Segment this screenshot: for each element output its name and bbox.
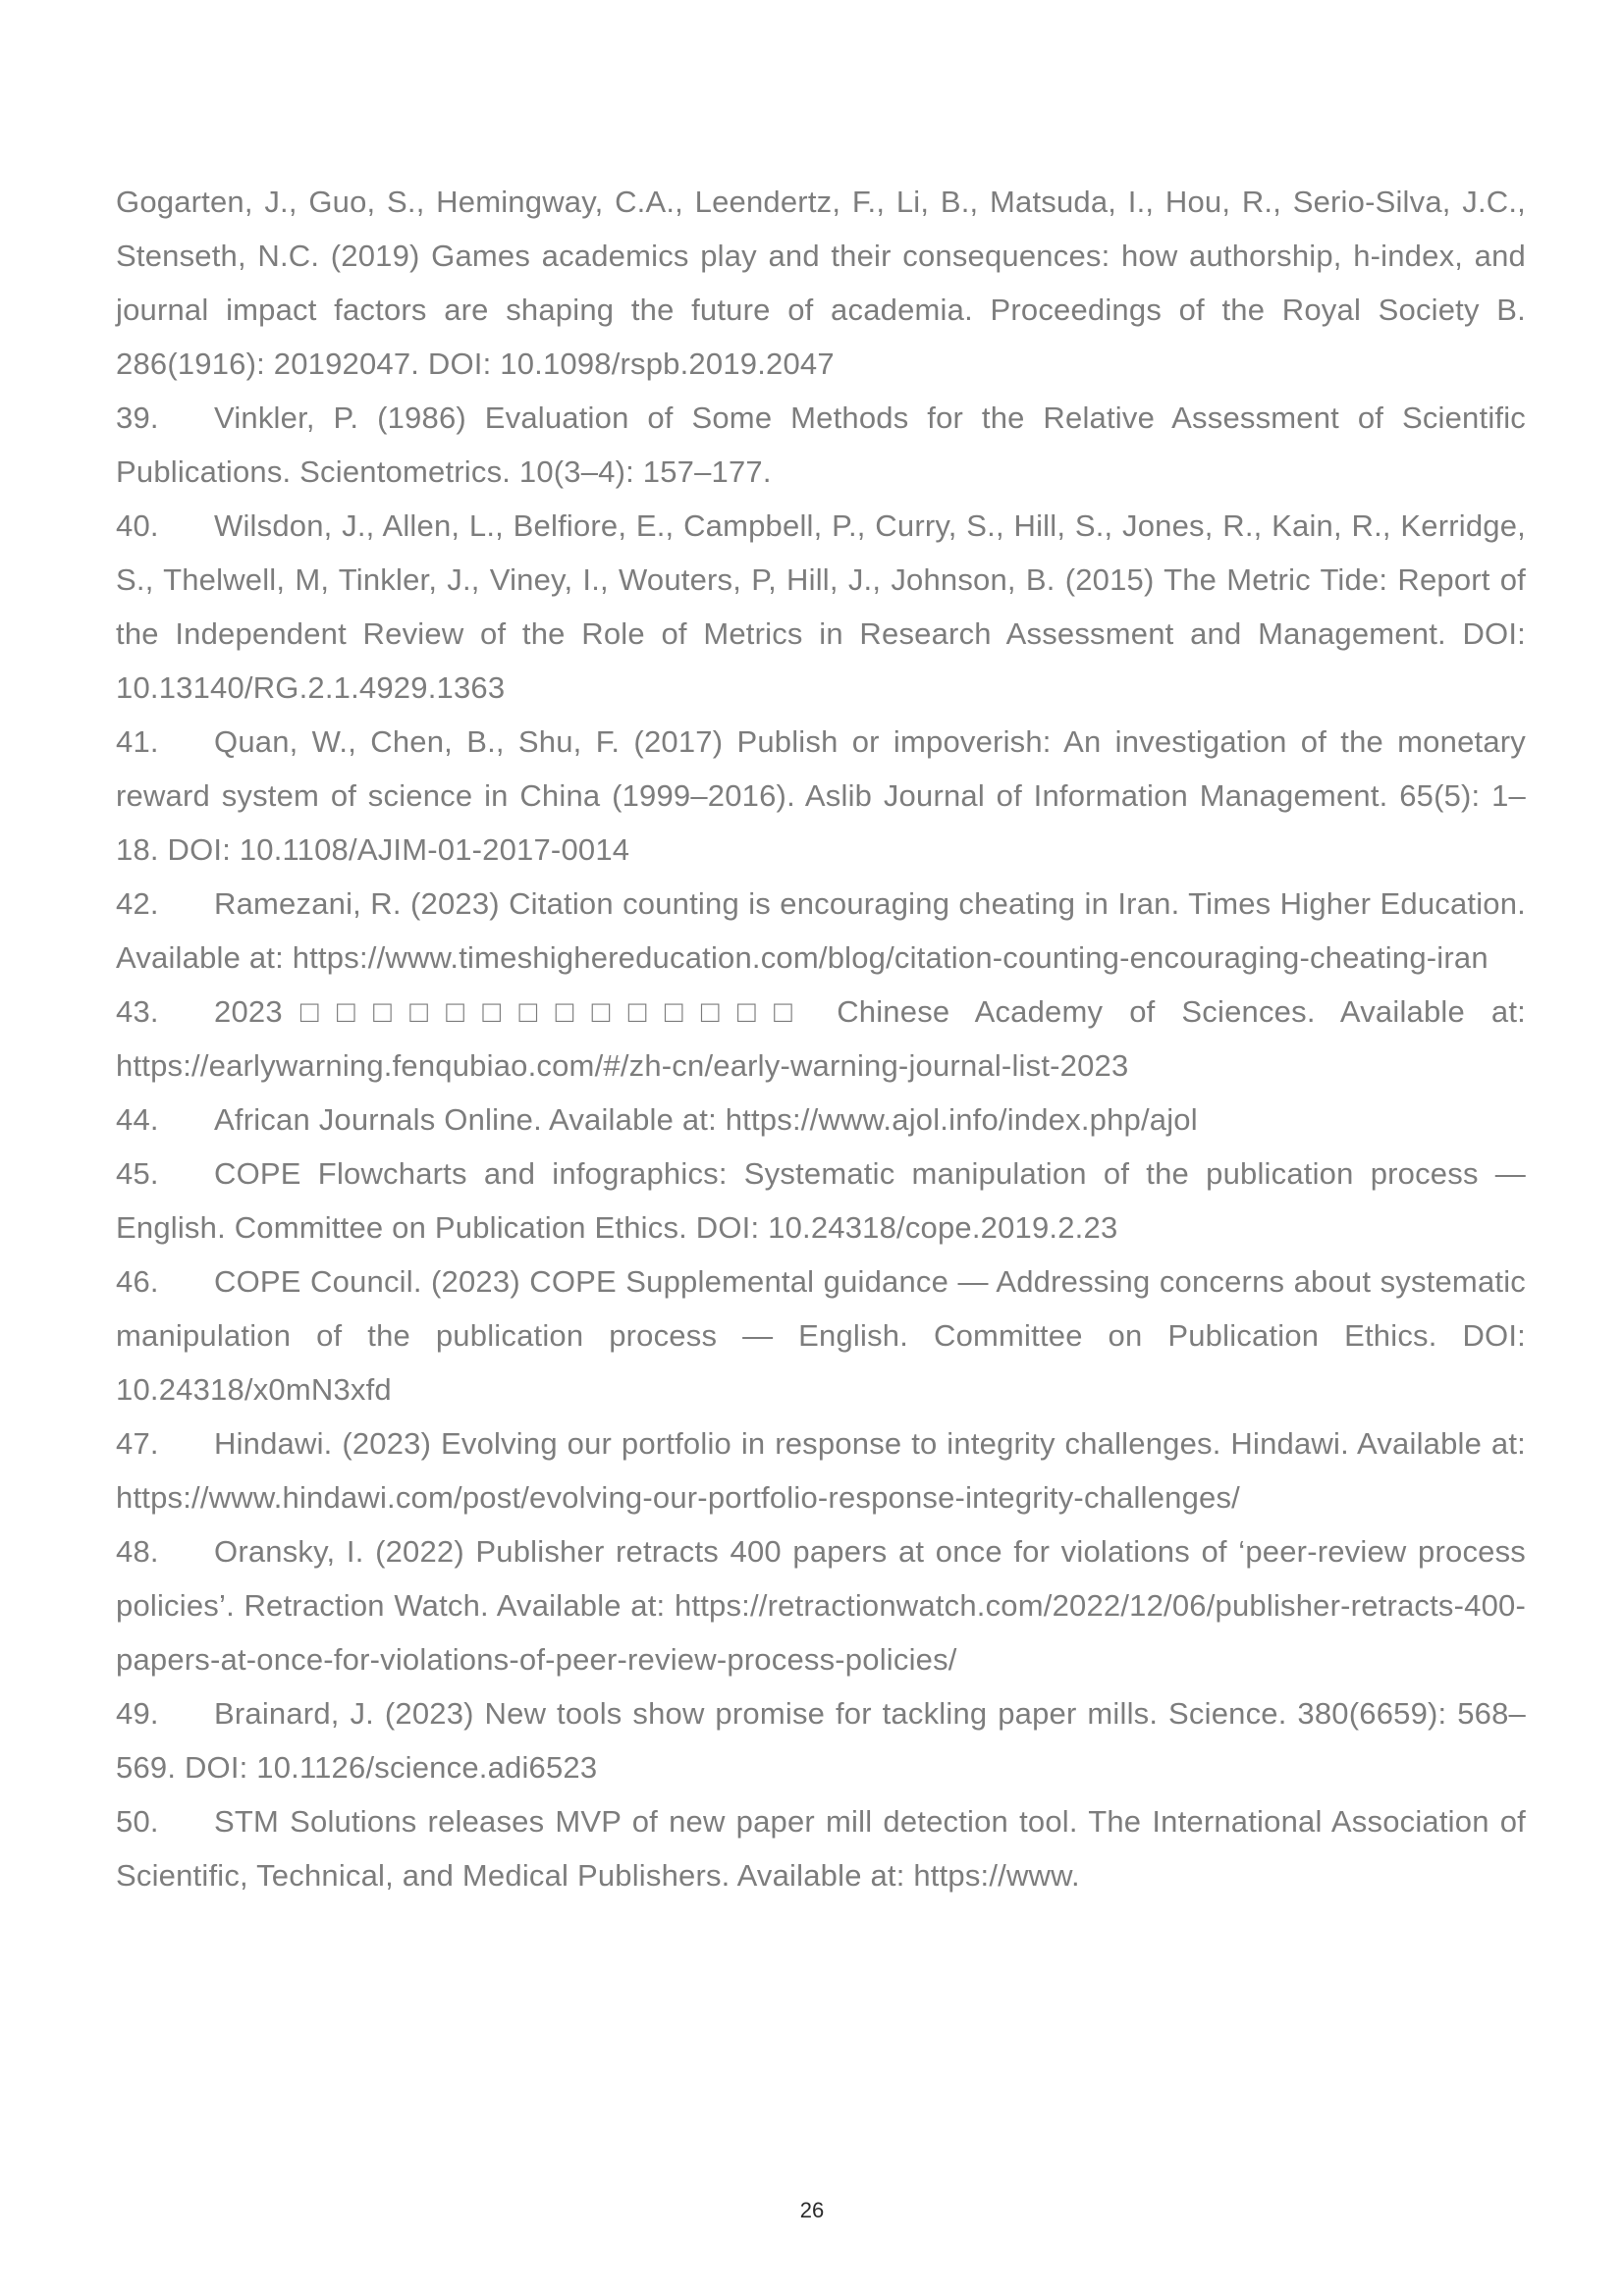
- reference-text: Oransky, I. (2022) Publisher retracts 400 papers at once for violations of ‘peer-review process policies’. Retraction Watch. Available at: https://retractionwatch.com/2022/12/06/publisher-retracts-400-papers-at-once-for-violations-of-peer-review-process-policies/: [116, 1534, 1526, 1677]
- reference-text: Hindawi. (2023) Evolving our portfolio in response to integrity challenges. Hindawi. Available at: https://www.hindawi.com/post/evolving-our-portfolio-response-integrity-challenges/: [116, 1426, 1526, 1515]
- reference-text: 2023□□□□□□□□□□□□□□ Chinese Academy of Sciences. Available at: https://earlywarning.fenqubiao.com/#/zh-cn/early-warning-journal-list-2023: [116, 994, 1526, 1083]
- reference-number: 41.: [116, 724, 159, 759]
- reference-entry: [116, 175, 1526, 391]
- reference-number: 45.: [116, 1156, 159, 1191]
- reference-entry: [116, 1093, 1526, 1147]
- references-list: [116, 175, 1526, 1902]
- reference-number: 40.: [116, 508, 159, 543]
- reference-text: Vinkler, P. (1986) Evaluation of Some Methods for the Relative Assessment of Scientific Publications. Scientometrics. 10(3–4): 157–177.: [116, 400, 1526, 489]
- reference-entry: [116, 1794, 1526, 1902]
- reference-entry: [116, 985, 1526, 1093]
- reference-number: 42.: [116, 886, 159, 921]
- reference-text: Ramezani, R. (2023) Citation counting is encouraging cheating in Iran. Times Higher Education. Available at: https://www.timeshighereducation.com/blog/citation-counting-encouraging-cheating-iran: [116, 886, 1526, 975]
- reference-text: African Journals Online. Available at: https://www.ajol.info/index.php/ajol: [214, 1102, 1198, 1137]
- reference-entry: [116, 1255, 1526, 1416]
- reference-number: 47.: [116, 1426, 159, 1461]
- reference-entry: [116, 877, 1526, 985]
- reference-entry: [116, 499, 1526, 715]
- reference-text: Wilsdon, J., Allen, L., Belfiore, E., Campbell, P., Curry, S., Hill, S., Jones, R., Kain, R., Kerridge, S., Thelwell, M, Tinkler, J., Viney, I., Wouters, P, Hill, J., Johnson, B. (2015) The Metric Tide: Report of the Independent Review of the Role of Metrics in Research Assessment and Management. DOI: 10.13140/RG.2.1.4929.1363: [116, 508, 1526, 705]
- reference-number: 43.: [116, 994, 159, 1029]
- reference-text: COPE Flowcharts and infographics: Systematic manipulation of the publication process — English. Committee on Publication Ethics. DOI: 10.24318/cope.2019.2.23: [116, 1156, 1526, 1245]
- reference-entry: [116, 1524, 1526, 1686]
- reference-number: 39.: [116, 400, 159, 435]
- reference-entry: [116, 715, 1526, 877]
- reference-number: 46.: [116, 1264, 159, 1299]
- page-number: 26: [799, 2198, 825, 2222]
- reference-number: 49.: [116, 1696, 159, 1731]
- reference-entry: [116, 1416, 1526, 1524]
- reference-text: Brainard, J. (2023) New tools show promise for tackling paper mills. Science. 380(6659): 568–569. DOI: 10.1126/science.adi6523: [116, 1696, 1526, 1785]
- reference-number: 48.: [116, 1534, 159, 1569]
- reference-entry: [116, 1686, 1526, 1794]
- reference-text: Gogarten, J., Guo, S., Hemingway, C.A., Leendertz, F., Li, B., Matsuda, I., Hou, R., Serio-Silva, J.C., Stenseth, N.C. (2019) Games academics play and their consequences: how authorship, h-index, and journal impact factors are shaping the future of academia. Proceedings of the Royal Society B. 286(1916): 20192047. DOI: 10.1098/rspb.2019.2047: [116, 185, 1526, 381]
- reference-text: STM Solutions releases MVP of new paper mill detection tool. The International Association of Scientific, Technical, and Medical Publishers. Available at: https://www.: [116, 1804, 1526, 1893]
- reference-number: 50.: [116, 1804, 159, 1839]
- reference-number: 44.: [116, 1102, 159, 1137]
- reference-text: Quan, W., Chen, B., Shu, F. (2017) Publish or impoverish: An investigation of the monetary reward system of science in China (1999–2016). Aslib Journal of Information Management. 65(5): 1–18. DOI: 10.1108/AJIM-01-2017-0014: [116, 724, 1526, 867]
- reference-entry: [116, 1147, 1526, 1255]
- reference-entry: [116, 391, 1526, 499]
- reference-text: COPE Council. (2023) COPE Supplemental guidance — Addressing concerns about systematic manipulation of the publication process — English. Committee on Publication Ethics. DOI: 10.24318/x0mN3xfd: [116, 1264, 1526, 1407]
